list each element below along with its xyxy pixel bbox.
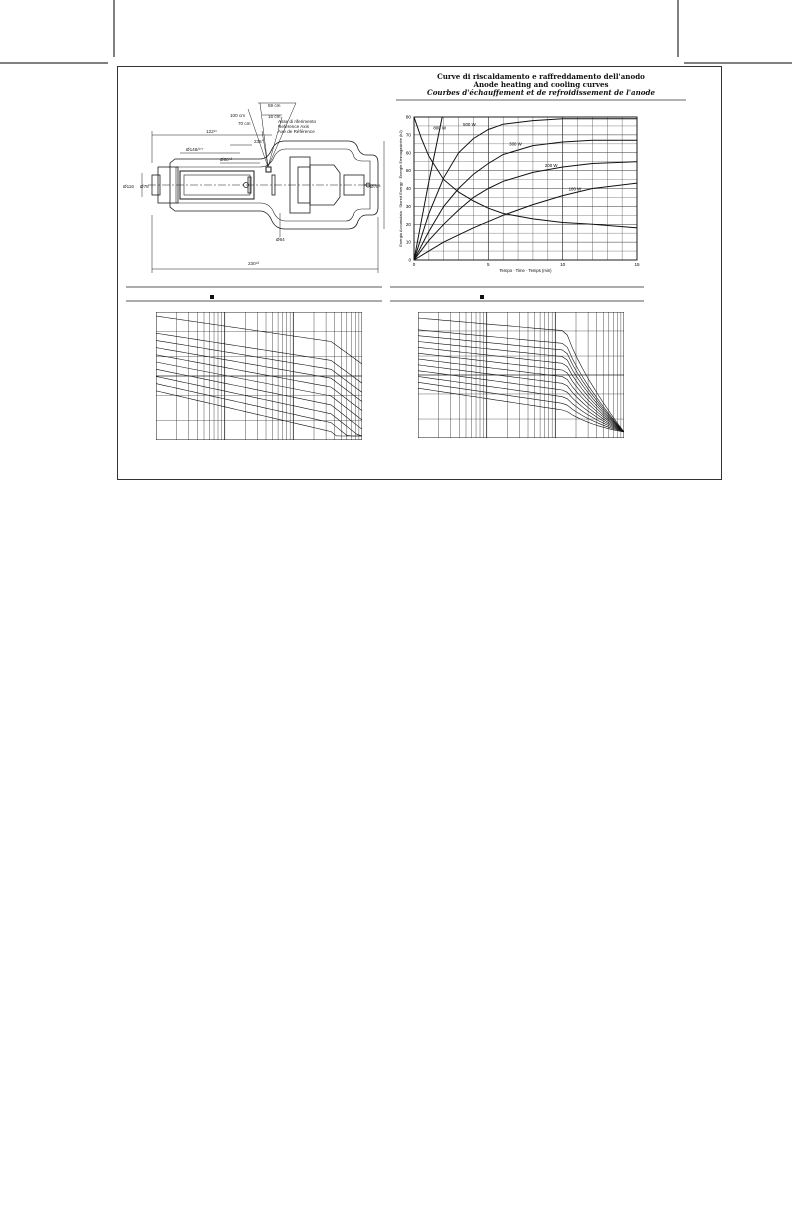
- label-d78r: Ø78⁴: [370, 184, 381, 189]
- y-tick-label: 40: [405, 186, 411, 192]
- rating-curve: [156, 391, 362, 436]
- label-59cm: 59 cm: [268, 103, 281, 108]
- x-tick-label: 0: [412, 262, 416, 267]
- label-d80: Ø80⁴²: [220, 157, 233, 162]
- x-tick-label: 5: [487, 262, 490, 267]
- series-line-200-w: [414, 162, 637, 260]
- tube-drawing: [120, 97, 386, 277]
- rating-curve: [418, 377, 624, 433]
- series-label: 500 W: [463, 121, 476, 127]
- anode-heating-chart: [395, 107, 645, 275]
- rating-curve: [418, 388, 624, 432]
- series-label: 300 W: [509, 141, 522, 147]
- rating-curve: [156, 362, 362, 420]
- label-122: 122¹¹: [206, 129, 217, 134]
- rating-curve: [418, 371, 624, 432]
- rating-curve: [418, 382, 624, 432]
- y-tick-label: 70: [405, 132, 411, 138]
- label-ref-axis-en: Reference Axis: [278, 124, 309, 129]
- section-rules: [126, 285, 716, 303]
- title-english: Anode heating and cooling curves: [473, 80, 609, 89]
- label-d148: Ø148/¹⁷⁷: [186, 147, 204, 152]
- rating-curve: [156, 376, 362, 436]
- label-ref-axis-it: Asse di riferimento: [278, 119, 317, 124]
- y-tick-label: 0: [408, 257, 411, 263]
- y-axis-label: Energia Accumulata · Stored Energy · Énergie Emmagasinée (kJ): [398, 130, 403, 247]
- series-line-100-w: [414, 183, 637, 260]
- series-label: 200 W: [544, 163, 558, 169]
- label-d64: Ø64: [276, 237, 285, 242]
- title-italian: Curve di riscaldamento e raffreddamento dell'anodo: [437, 72, 645, 81]
- rating-curve: [418, 347, 624, 432]
- y-tick-label: 60: [405, 150, 411, 156]
- y-tick-label: 80: [405, 114, 411, 120]
- y-tick-label: 50: [405, 168, 411, 174]
- y-tick-label: 20: [405, 221, 411, 227]
- series-label: 800 W: [433, 125, 447, 131]
- label-100cm: 100 cm: [230, 113, 246, 118]
- section-marker-right: [480, 295, 484, 299]
- figure-sheet: [117, 66, 722, 480]
- x-tick-label: 10: [560, 262, 566, 267]
- section-marker-left: [210, 295, 214, 299]
- label-ref-axis-fr: Axe de Référence: [278, 129, 315, 134]
- x-axis-label: Tempo · Time · Temps (min): [499, 268, 552, 273]
- title-rule: [396, 99, 686, 102]
- x-tick-label: 15: [634, 262, 640, 267]
- rating-curve: [156, 340, 362, 392]
- rating-curve: [156, 384, 362, 436]
- label-d116: Ø116: [123, 184, 134, 189]
- label-16cm: 16 cm: [268, 114, 281, 119]
- label-d78: Ø78: [140, 184, 149, 189]
- label-235: 235°: [254, 139, 264, 144]
- y-tick-label: 30: [405, 203, 411, 209]
- y-tick-label: 10: [405, 239, 411, 245]
- rating-chart-left: [156, 312, 362, 440]
- title-french: Courbes d'échauffement et de refroidissement de l'anode: [427, 88, 655, 97]
- rating-curve: [156, 348, 362, 402]
- label-230: 230⁴²: [248, 261, 260, 266]
- rating-chart-right: [418, 312, 624, 438]
- label-70cm: 70 cm: [238, 121, 251, 126]
- series-label: 100 W: [568, 186, 582, 192]
